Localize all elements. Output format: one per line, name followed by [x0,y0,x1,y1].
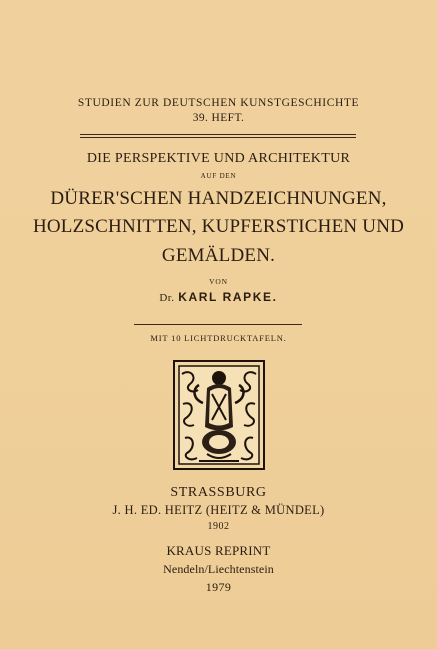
series-title: STUDIEN ZUR DEUTSCHEN KUNSTGESCHICHTE [77,97,360,109]
title-line-5: GEMÄLDEN. [161,245,276,266]
publisher-name: J. H. ED. HEITZ (HEITZ & MÜNDEL) [112,503,325,517]
author-prefix: Dr. [159,292,175,304]
top-divider-rule-second [80,137,356,138]
issue-number: 39. HEFT. [192,112,245,124]
title-line-2: AUF DEN [200,172,237,180]
title-line-1: DIE PERSPEKTIVE UND ARCHITEKTUR [86,151,351,166]
publication-city: STRASSBURG [170,485,267,500]
publication-year: 1902 [207,521,230,532]
reprint-place: Nendeln/Liechtenstein [163,562,274,576]
title-line-3: DÜRER'SCHEN HANDZEICHNUNGEN, [50,188,387,209]
reprint-publisher: KRAUS REPRINT [166,543,271,558]
plates-note: MIT 10 LICHTDRUCKTAFELN. [150,333,287,343]
author-line [0,289,437,305]
middle-divider-rule [134,324,302,325]
title-line-4: HOLZSCHNITTEN, KUPFERSTICHEN UND [32,216,405,237]
author-name: KARL RAPKE. [178,290,278,304]
printer-device-emblem-icon [173,360,265,470]
by-label: VON [209,277,228,286]
top-divider-rule [80,134,356,135]
reprint-year: 1979 [205,580,232,594]
